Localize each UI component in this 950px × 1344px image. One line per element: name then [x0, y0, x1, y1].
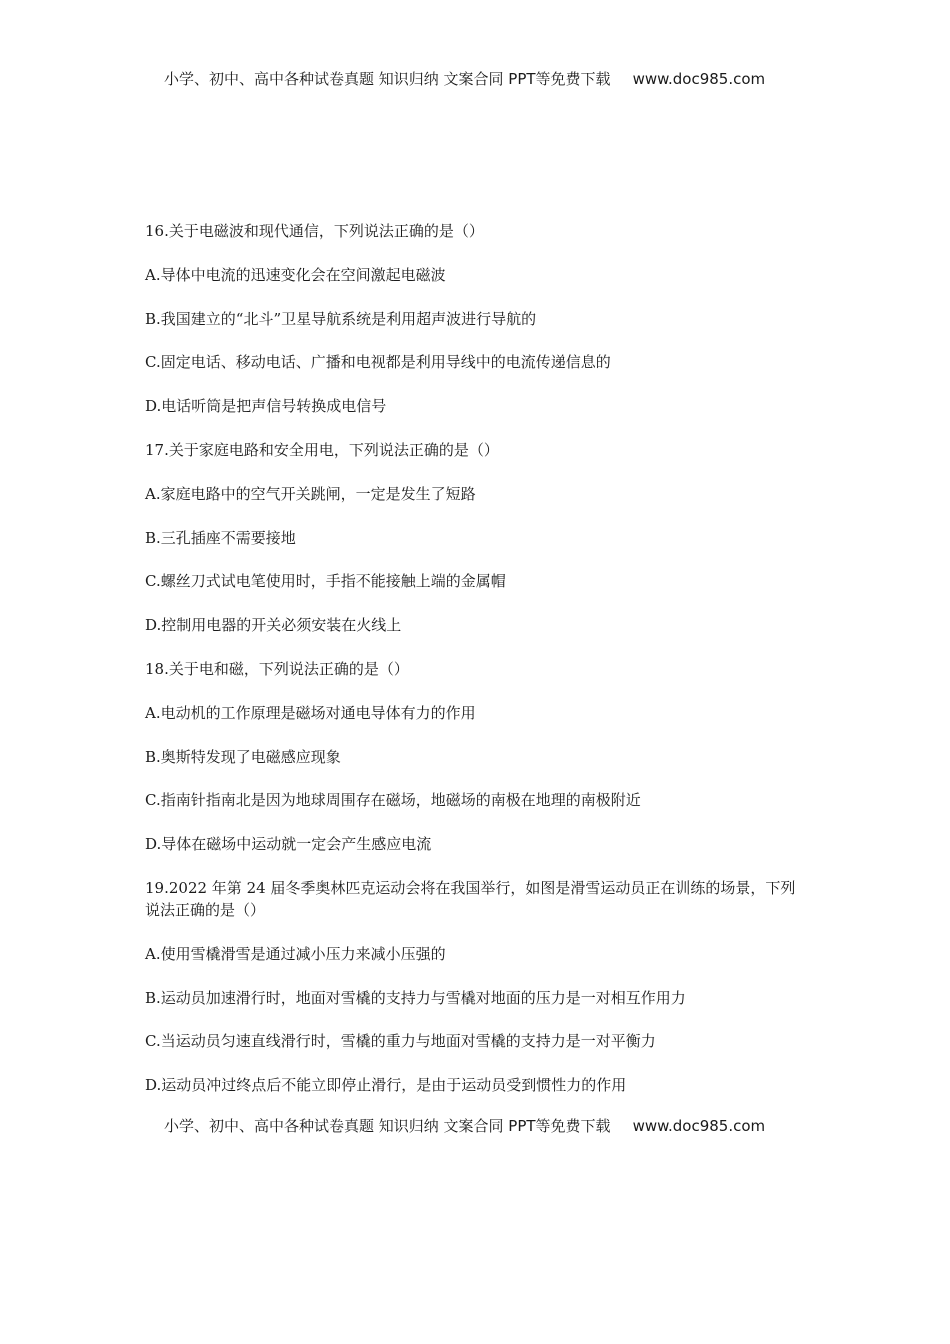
question-option: D.运动员冲过终点后不能立即停止滑行，是由于运动员受到惯性力的作用	[145, 1076, 627, 1095]
question-option: C.指南针指南北是因为地球周围存在磁场，地磁场的南极在地理的南极附近	[145, 791, 641, 810]
question-option: C.螺丝刀式试电笔使用时，手指不能接触上端的金属帽	[145, 572, 506, 591]
question-stem: 19.2022 年第 24 届冬季奥林匹克运动会将在我国举行，如图是滑雪运动员正在训练的场景，下列说法正确的是（）	[145, 878, 796, 919]
footer-site-link[interactable]: www.doc985.com	[632, 1117, 766, 1135]
page-footer	[164, 1115, 765, 1136]
question-option: B.奥斯特发现了电磁感应现象	[145, 747, 341, 766]
question-option: A.导体中电流的迅速变化会在空间激起电磁波	[145, 265, 446, 284]
question-stem: 18.关于电和磁，下列说法正确的是（）	[145, 659, 409, 678]
question-stem: 16.关于电磁波和现代通信，下列说法正确的是（）	[145, 222, 484, 240]
question-list	[145, 220, 810, 1118]
footer-text: 小学、初中、高中各种试卷真题 知识归纳 文案合同 PPT等免费下载	[164, 1117, 611, 1135]
header-text: 小学、初中、高中各种试卷真题 知识归纳 文案合同 PPT等免费下载	[164, 70, 611, 88]
question-option: C.当运动员匀速直线滑行时，雪橇的重力与地面对雪橇的支持力是一对平衡力	[145, 1032, 656, 1051]
question-option: B.运动员加速滑行时，地面对雪橇的支持力与雪橇对地面的压力是一对相互作用力	[145, 988, 686, 1007]
question-option: D.电话听筒是把声信号转换成电信号	[145, 397, 387, 416]
page-header	[164, 68, 765, 89]
question-option: A.电动机的工作原理是磁场对通电导体有力的作用	[145, 703, 476, 722]
question-option: A.家庭电路中的空气开关跳闸，一定是发生了短路	[145, 484, 476, 503]
question-option: B.三孔插座不需要接地	[145, 528, 296, 547]
question-option: D.导体在磁场中运动就一定会产生感应电流	[145, 835, 432, 854]
header-site-link[interactable]: www.doc985.com	[632, 70, 766, 88]
question-option: A.使用雪橇滑雪是通过减小压力来减小压强的	[145, 944, 446, 963]
question-option: B.我国建立的“北斗”卫星导航系统是利用超声波进行导航的	[145, 309, 537, 328]
question-option: C.固定电话、移动电话、广播和电视都是利用导线中的电流传递信息的	[145, 353, 611, 372]
question-stem: 17.关于家庭电路和安全用电，下列说法正确的是（）	[145, 440, 499, 459]
question-option: D.控制用电器的开关必须安装在火线上	[145, 616, 402, 635]
